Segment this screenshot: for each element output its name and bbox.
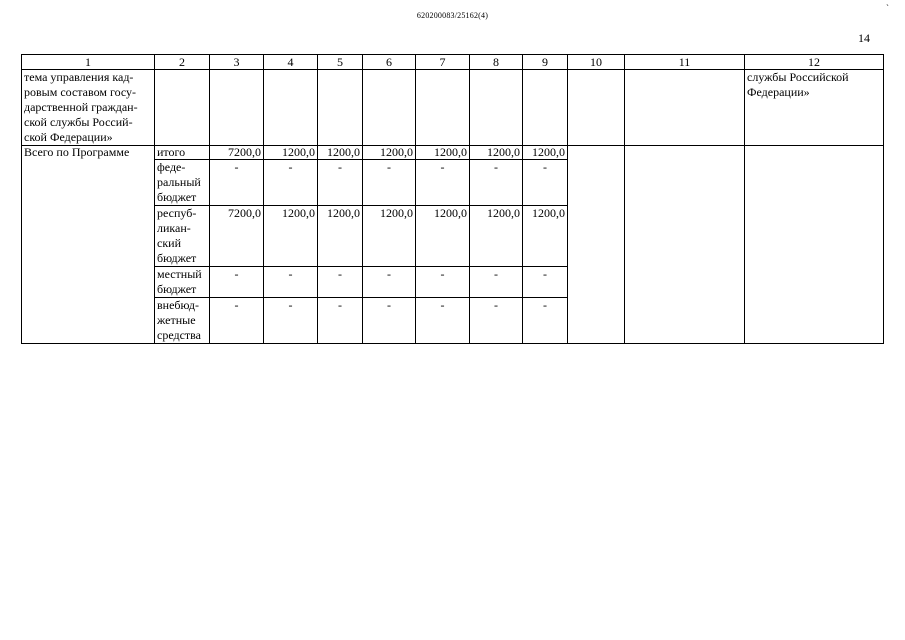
scan-mark: ` xyxy=(886,3,889,13)
column-number-cell: 4 xyxy=(264,55,318,70)
amount-cell: 1200,0 xyxy=(264,146,318,160)
amount-cell: 1200,0 xyxy=(416,146,470,160)
amount-cell: - xyxy=(363,160,416,206)
column-number-cell: 11 xyxy=(625,55,745,70)
empty-cell xyxy=(523,70,568,146)
amount-cell: - xyxy=(470,160,523,206)
amount-cell: 1200,0 xyxy=(470,206,523,267)
funding-source-label: респуб- ликан- ский бюджет xyxy=(155,206,210,267)
amount-cell: 1200,0 xyxy=(416,206,470,267)
page-number: 14 xyxy=(858,31,870,45)
amount-cell: - xyxy=(264,160,318,206)
amount-cell: - xyxy=(264,298,318,344)
empty-cell xyxy=(155,70,210,146)
amount-cell: 1200,0 xyxy=(363,146,416,160)
amount-cell: - xyxy=(318,160,363,206)
amount-cell: 1200,0 xyxy=(363,206,416,267)
column-number-cell: 1 xyxy=(22,55,155,70)
column-number-cell: 7 xyxy=(416,55,470,70)
amount-cell: - xyxy=(523,267,568,298)
amount-cell: - xyxy=(523,298,568,344)
column-number-cell: 10 xyxy=(568,55,625,70)
merged-empty-cell-col12 xyxy=(745,146,884,344)
continuation-row xyxy=(22,70,884,146)
document-code: 620200083/25162(4) xyxy=(416,11,489,20)
amount-cell: - xyxy=(318,267,363,298)
amount-cell: - xyxy=(210,160,264,206)
amount-cell: - xyxy=(363,298,416,344)
empty-cell xyxy=(210,70,264,146)
amount-cell: - xyxy=(470,298,523,344)
amount-cell: 1200,0 xyxy=(318,206,363,267)
amount-cell: - xyxy=(264,267,318,298)
amount-cell: - xyxy=(416,160,470,206)
amount-cell: 1200,0 xyxy=(470,146,523,160)
amount-cell: 1200,0 xyxy=(523,206,568,267)
column-number-cell: 8 xyxy=(470,55,523,70)
empty-cell xyxy=(318,70,363,146)
amount-cell: - xyxy=(210,298,264,344)
column-number-cell: 6 xyxy=(363,55,416,70)
column-number-cell: 2 xyxy=(155,55,210,70)
amount-cell: - xyxy=(416,267,470,298)
amount-cell: - xyxy=(416,298,470,344)
amount-cell: - xyxy=(363,267,416,298)
amount-cell: 1200,0 xyxy=(318,146,363,160)
column-number-cell: 3 xyxy=(210,55,264,70)
funding-source-label: местный бюджет xyxy=(155,267,210,298)
column-number-cell: 12 xyxy=(745,55,884,70)
continuation-name-cell: тема управления кад- ровым составом госу- дарственной граждан- ской службы Россий- ской Федерации» xyxy=(22,70,155,146)
empty-cell xyxy=(568,70,625,146)
program-total-title: Всего по Программе xyxy=(22,146,155,344)
empty-cell xyxy=(470,70,523,146)
column-number-cell: 9 xyxy=(523,55,568,70)
merged-empty-cell-col11 xyxy=(625,146,745,344)
amount-cell: - xyxy=(523,160,568,206)
empty-cell xyxy=(363,70,416,146)
merged-empty-cell-col10 xyxy=(568,146,625,344)
empty-cell xyxy=(416,70,470,146)
amount-cell: 7200,0 xyxy=(210,206,264,267)
amount-cell: - xyxy=(210,267,264,298)
program-financing-table xyxy=(21,54,884,344)
amount-cell: 7200,0 xyxy=(210,146,264,160)
amount-cell: - xyxy=(470,267,523,298)
funding-source-label: итого xyxy=(155,146,210,160)
column-number-cell: 5 xyxy=(318,55,363,70)
empty-cell xyxy=(625,70,745,146)
column-number-row xyxy=(22,55,884,70)
funding-source-row xyxy=(22,146,884,160)
funding-source-label: внебюд- жетные средства xyxy=(155,298,210,344)
continuation-executor-cell: службы Российской Федерации» xyxy=(745,70,884,146)
funding-source-label: феде- ральный бюджет xyxy=(155,160,210,206)
empty-cell xyxy=(264,70,318,146)
amount-cell: - xyxy=(318,298,363,344)
amount-cell: 1200,0 xyxy=(264,206,318,267)
amount-cell: 1200,0 xyxy=(523,146,568,160)
